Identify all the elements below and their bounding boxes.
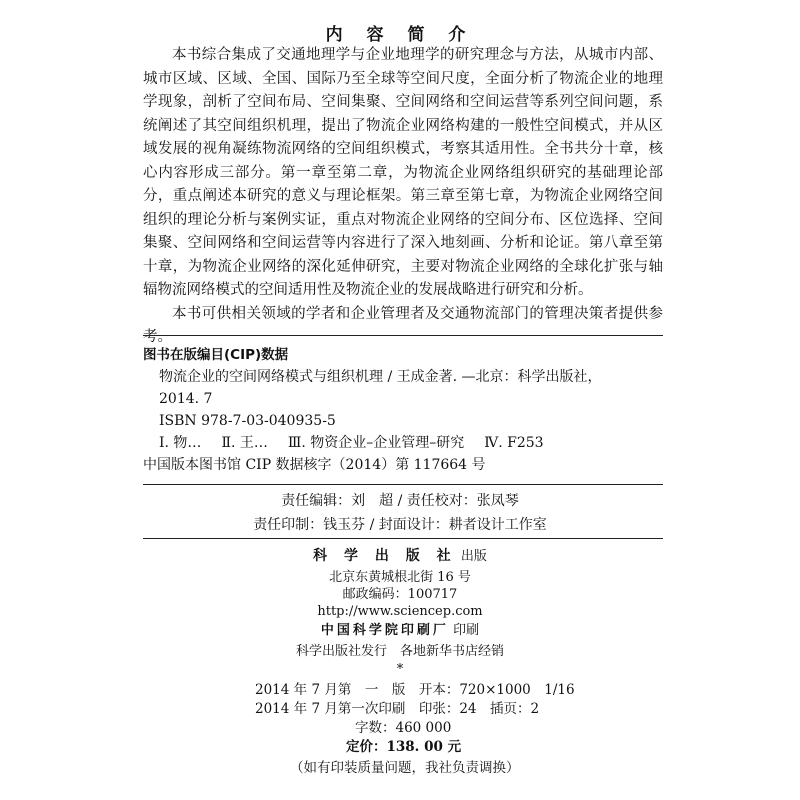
divider-cip [143, 484, 663, 485]
cip-subject: Ⅳ. F253 [484, 435, 544, 451]
intro-paragraph-1: 本书综合集成了交通地理学与企业地理学的研究理念与方法，从城市内部、城市区域、区域、全国、国际乃至全球等空间尺度，全面分析了物流企业的地理学现象，剖析了空间布局、空间集聚、空间网络和空间运营等系列空间问题，系统阐述了其空间组织机理，提出了物流企业网络构建的一般性空间模式，并从区域发展的视角凝练物流网络的空间组织模式，考察其适用性。全书共分十章，核心内容形成三部分。第一章至第二章，为物流企业网络组织研究的基础理论部分，重点阐述本研究的意义与理论框架。第三章至第七章，为物流企业网络空间组织的理论分析与案例实证，重点对物流企业网络的空间分布、区位选择、空间集聚、空间网络和空间运营等内容进行了深入地刻画、分析和论证。第八章至第十章，为物流企业网络的深化延伸研究，主要对物流企业网络的全球化扩张与轴辐物流网络模式的空间适用性及物流企业的发展战略进行研究和分析。 [143, 47, 663, 298]
publisher-postcode: 邮政编码：100717 [342, 587, 458, 602]
word-count: 字数：460 000 [355, 720, 452, 736]
cip-block [143, 366, 663, 476]
publisher-line [0, 548, 800, 565]
publisher-action: 出版 [460, 549, 487, 564]
printing-line: 2014 年 7 月第一次印刷 印张：24 插页：2 [255, 701, 540, 717]
publisher-name: 科 学 出 版 社 [313, 548, 457, 564]
credits-line-1: 责任编辑：刘 超 / 责任校对：张凤琴 [281, 493, 519, 509]
cip-subject: Ⅲ. 物资企业–企业管理–研究 [287, 435, 465, 451]
divider-top [143, 335, 663, 336]
intro-paragraph-2: 本书可供相关领域的学者和企业管理者及交通物流部门的管理决策者提供参考。 [143, 305, 663, 345]
distribution-line: 科学出版社发行 各地新华书店经销 [295, 644, 504, 659]
publisher-website: http://www.sciencep.com [317, 604, 483, 619]
cip-subject: Ⅱ. 王… [221, 435, 268, 451]
cip-title-line: 物流企业的空间网络模式与组织机理 / 王成金著. —北京：科学出版社， [159, 369, 602, 385]
quality-note: （如有印装质量问题，我社负责调换） [290, 760, 520, 776]
intro-text [143, 44, 663, 350]
price: 定价：138. 00 元 [346, 739, 462, 755]
printer-action: 印刷 [453, 623, 480, 638]
printer-line [0, 623, 800, 639]
edition-line: 2014 年 7 月第 一 版 开本：720×1000 1/16 [255, 682, 575, 698]
divider-credits [143, 538, 663, 539]
intro-title: 内 容 简 介 [325, 25, 475, 45]
cip-heading: 图书在版编目(CIP)数据 [143, 347, 289, 363]
cip-year-line: 2014. 7 [159, 391, 213, 407]
cip-isbn: ISBN 978-7-03-040935-5 [159, 413, 336, 429]
cip-catalog-number: 中国版本图书馆 CIP 数据核字（2014）第 117664 号 [143, 457, 486, 473]
cip-subjects [143, 432, 663, 454]
separator-star: * [396, 662, 404, 677]
cip-subject: Ⅰ. 物… [159, 435, 202, 451]
printer-name: 中国科学院印刷厂 [320, 623, 449, 638]
publisher-address: 北京东黄城根北街 16 号 [329, 570, 471, 585]
credits-line-2: 责任印制：钱玉芬 / 封面设计：耕者设计工作室 [253, 517, 547, 533]
